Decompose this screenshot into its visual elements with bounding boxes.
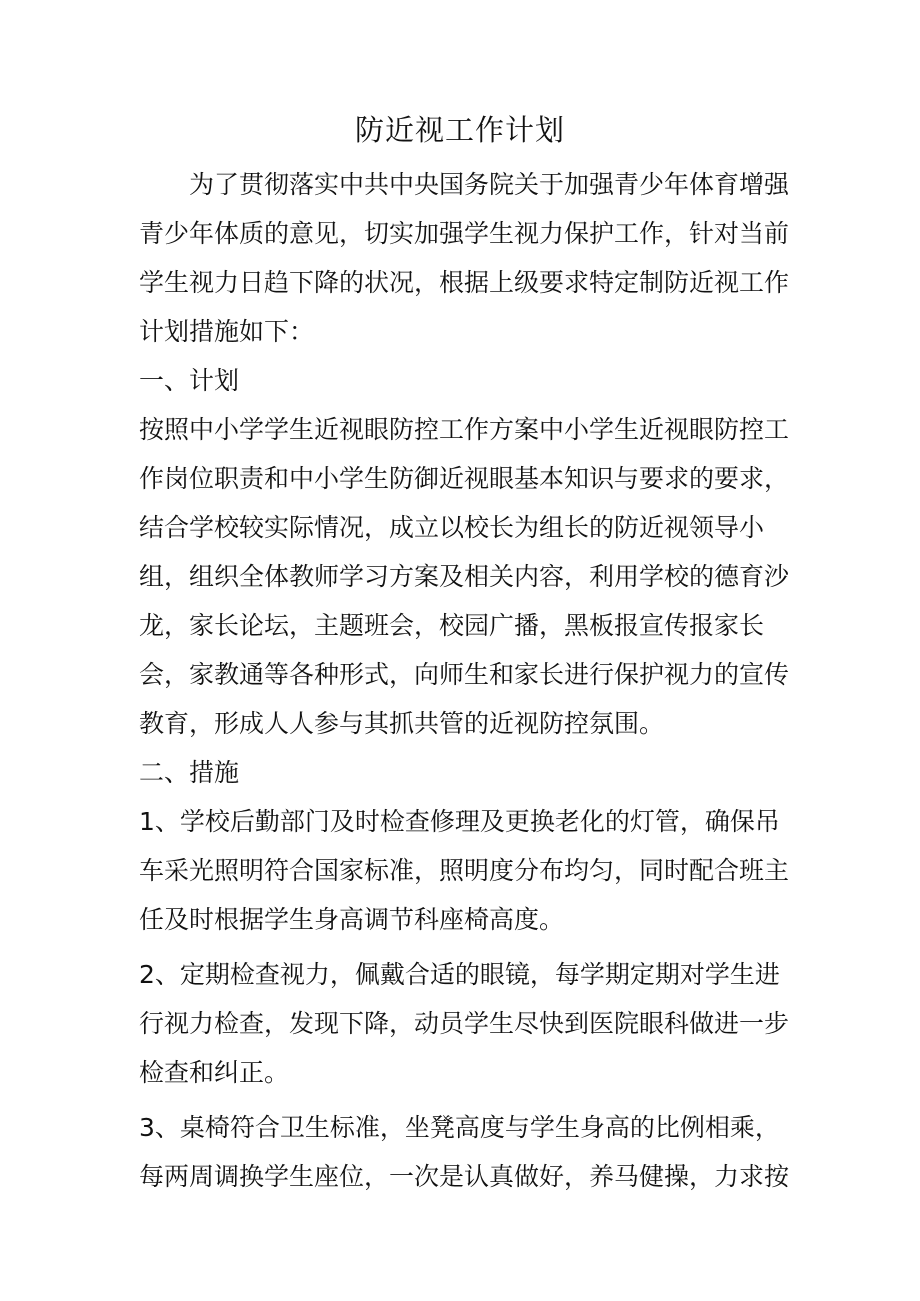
measure-item-1: 1、学校后勤部门及时检查修理及更换老化的灯管，确保吊车采光照明符合国家标准，照明度分布均匀，同时配合班主任及时根据学生身高调节科座椅高度。	[139, 807, 790, 934]
section-heading-plan: 一、计划	[139, 366, 240, 395]
plan-paragraph: 按照中小学学生近视眼防控工作方案中小学生近视眼防控工作岗位职责和中小学生防御近视眼基本知识与要求的要求，结合学校较实际情况，成立以校长为组长的防近视领导小组，组织全体教师学习方案及相关内容，利用学校的德育沙龙，家长论坛，主题班会，校园广播，黑板报宣传报家长会，家教通等各种形式，向师生和家长进行保护视力的宣传教育，形成人人参与其抓共管的近视防控氛围。	[139, 415, 790, 738]
intro-paragraph: 为了贯彻落实中共中央国务院关于加强青少年体育增强青少年体质的意见，切实加强学生视力保护工作，针对当前学生视力日趋下降的状况，根据上级要求特定制防近视工作计划措施如下：	[139, 170, 790, 346]
measure-item-2: 2、定期检查视力，佩戴合适的眼镜，每学期定期对学生进行视力检查，发现下降，动员学生尽快到医院眼科做进一步检查和纠正。	[139, 960, 790, 1087]
document-body	[139, 160, 789, 1201]
document-title: 防近视工作计划	[354, 113, 565, 147]
measure-item-3: 3、桌椅符合卫生标准，坐凳高度与学生身高的比例相乘，每两周调换学生座位，一次是认真做好，养马健操，力求按	[139, 1113, 790, 1191]
section-heading-measures: 二、措施	[139, 758, 240, 787]
